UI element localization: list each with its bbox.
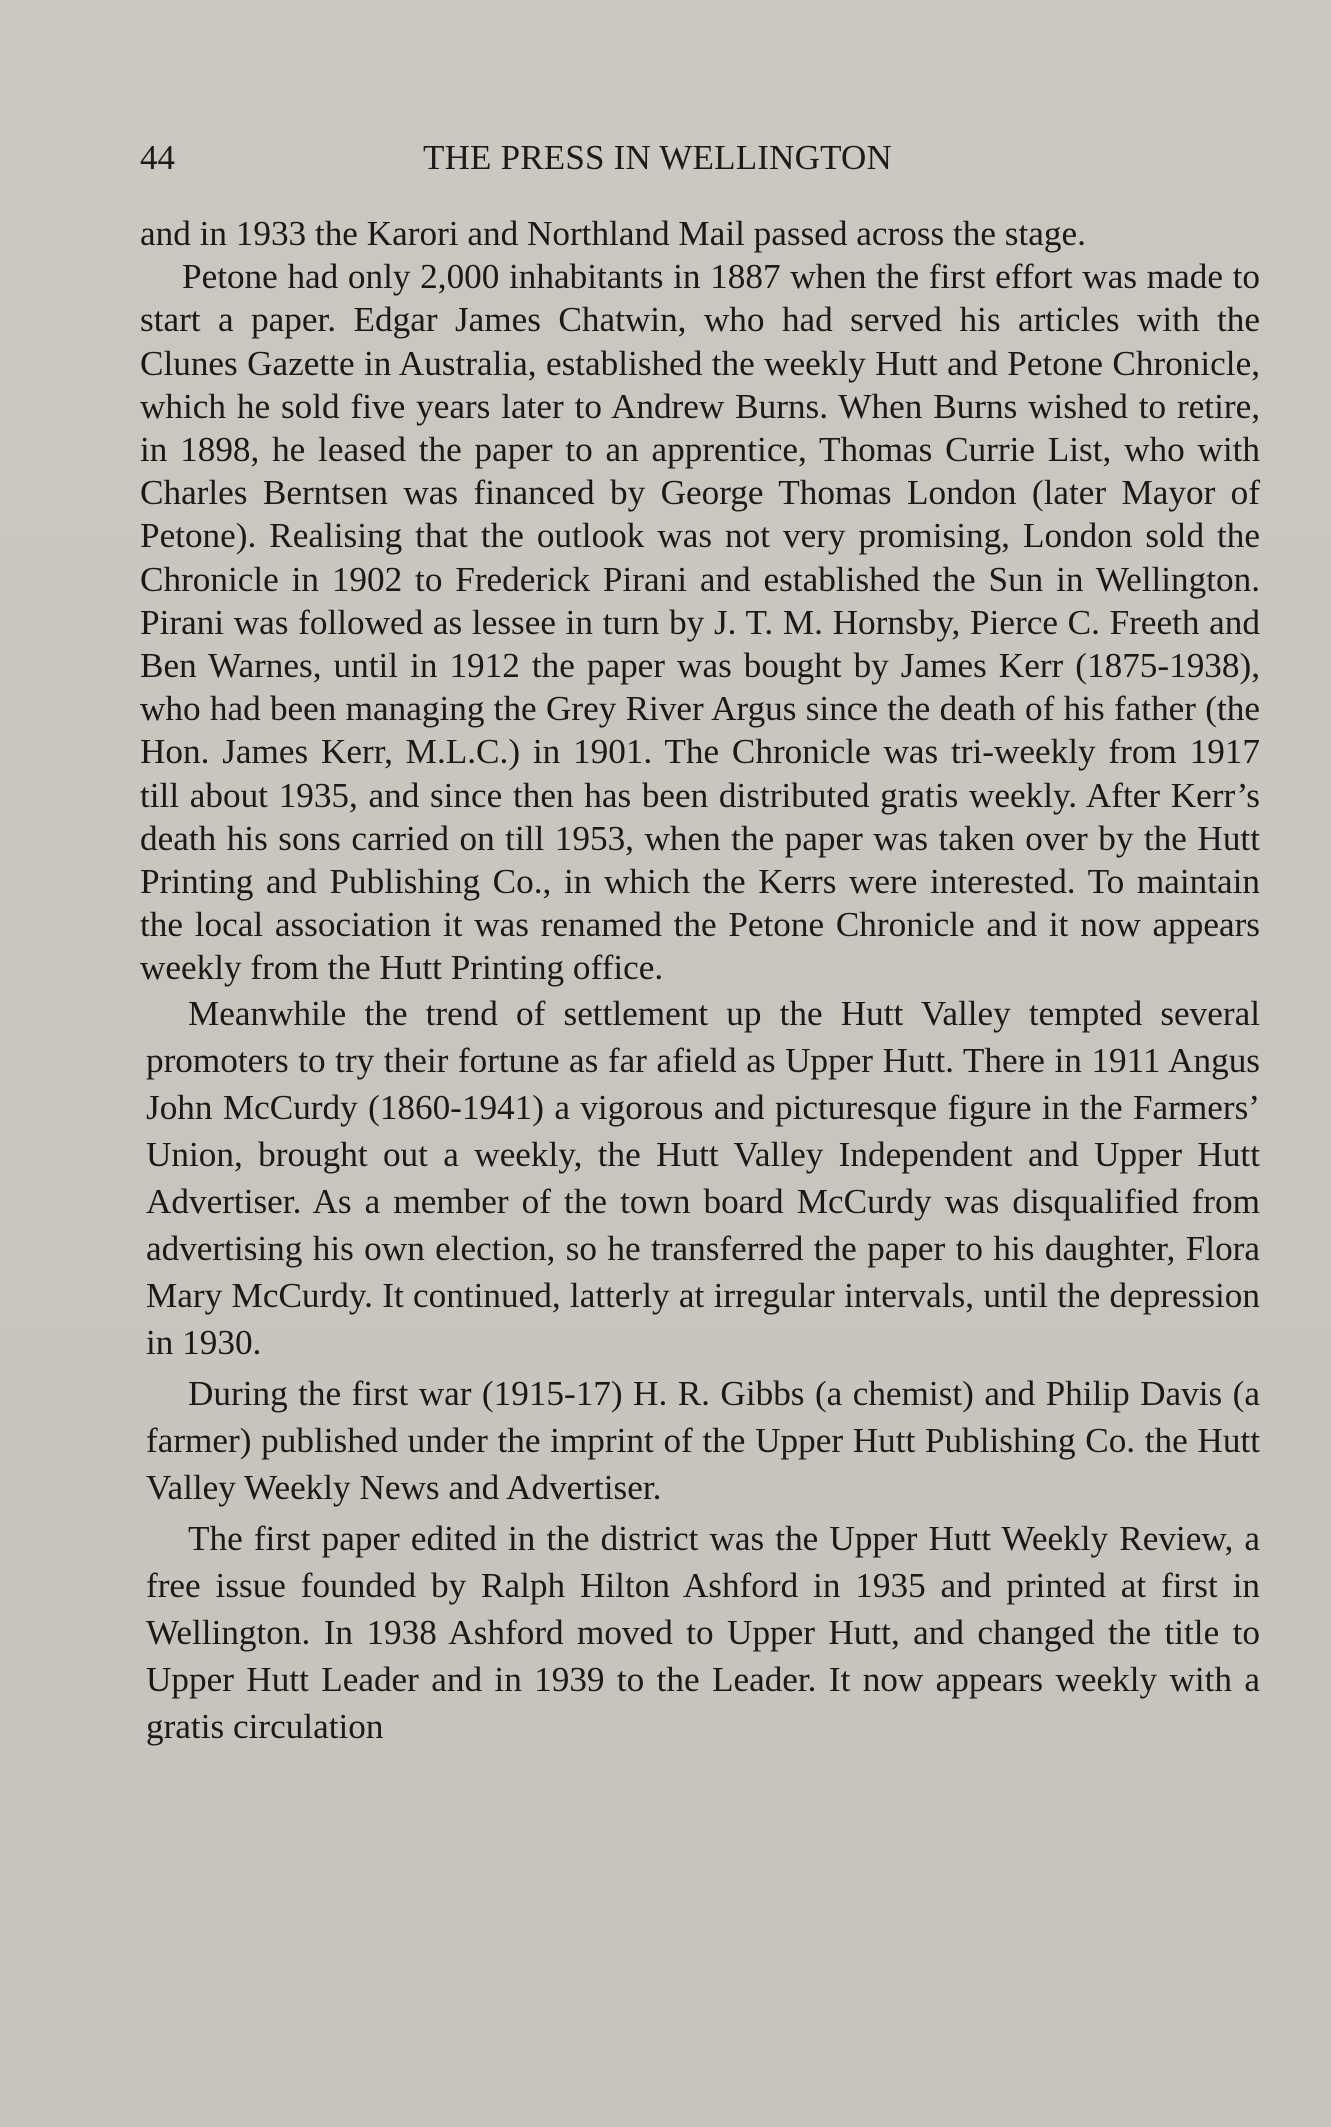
paragraph-karori: and in 1933 the Karori and Northland Mail passed across the stage.	[140, 214, 1086, 253]
paragraph-upper-hutt: Meanwhile the trend of settlement up the Hutt Valley tempted several promoters to try their fortune as far afield as Upper Hutt. There in 1911 Angus John McCurdy (1860-1941) a vigorous and picturesque figure in the Farmers’ Union, brought out a weekly, the Hutt Valley Independent and Upper Hutt Advertiser. As a member of the town board McCurdy was disqualified from advertising his own election, so he transferred the paper to his daughter, Flora Mary McCurdy. It continued, latterly at irregular intervals, until the depression in 1930.	[146, 993, 1260, 1362]
running-title: THE PRESS IN WELLINGTON	[423, 138, 892, 177]
paragraph-first-war: During the first war (1915-17) H. R. Gibbs (a chemist) and Philip Davis (a farmer) published under the imprint of the Upper Hutt Publishing Co. the Hutt Valley Weekly News and Advertiser.	[146, 1373, 1260, 1507]
running-head	[140, 138, 1260, 182]
paragraph-weekly-review: The first paper edited in the district was the Upper Hutt Weekly Review, a free issue founded by Ralph Hilton Ashford in 1935 and printed at first in Wellington. In 1938 Ashford moved to Upper Hutt, and changed the title to Upper Hutt Leader and in 1939 to the Leader. It now appears weekly with a gratis circulation	[146, 1518, 1260, 1746]
page-number: 44	[140, 138, 175, 177]
paragraph-petone: Petone had only 2,000 inhabitants in 1887 when the first effort was made to start a paper. Edgar James Chatwin, who had served his articles with the Clunes Gazette in Australia, established the weekly Hutt and Petone Chronicle, which he sold five years later to Andrew Burns. When Burns wished to retire, in 1898, he leased the paper to an apprentice, Thomas Currie List, who with Charles Berntsen was financed by George Thomas London (later Mayor of Petone). Realising that the outlook was not very promising, London sold the Chronicle in 1902 to Frederick Pirani and established the Sun in Wellington. Pirani was followed as lessee in turn by J. T. M. Hornsby, Pierce C. Freeth and Ben Warnes, until in 1912 the paper was bought by James Kerr (1875-1938), who had been managing the Grey River Argus since the death of his father (the Hon. James Kerr, M.L.C.) in 1901. The Chronicle was tri-weekly from 1917 till about 1935, and since then has been distributed gratis weekly. After Kerr’s death his sons carried on till 1953, when the paper was taken over by the Hutt Printing and Publishing Co., in which the Kerrs were interested. To maintain the local association it was renamed the Petone Chronicle and it now appears weekly from the Hutt Printing office.	[140, 257, 1260, 988]
body-text	[140, 212, 1260, 1750]
